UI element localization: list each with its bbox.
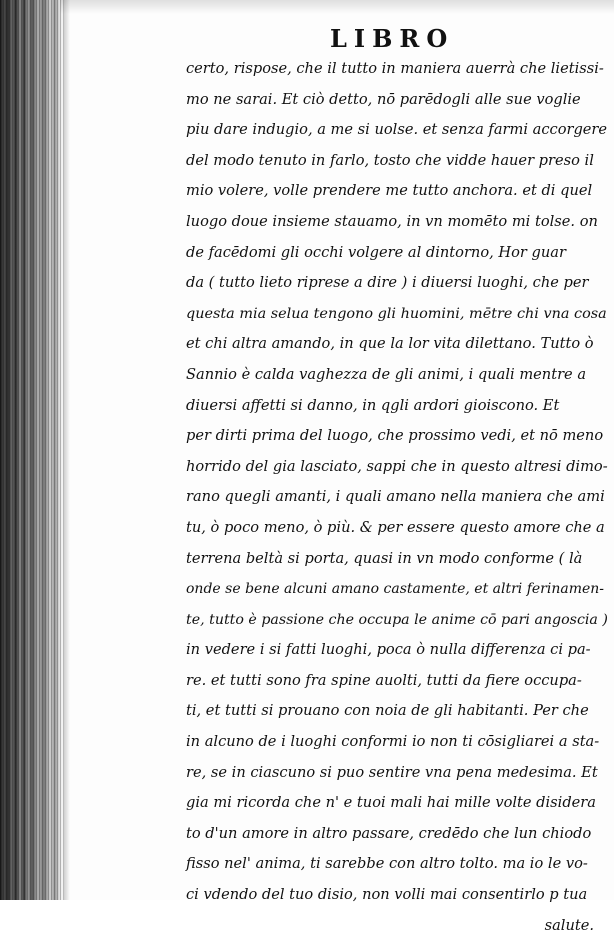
text-line: to d'un amore in altro passare, credēdo che lun chiodo <box>186 824 592 842</box>
text-line: luogo doue insieme stauamo, in vn momēto mi tolse. on <box>186 212 598 230</box>
text-line: del modo tenuto in farlo, tosto che vidde hauer preso il <box>186 151 594 169</box>
text-line: tu, ò poco meno, ò più. & per essere questo amore che a <box>186 518 605 536</box>
text-line: re. et tutti sono fra spine auolti, tutti da fiere occupa- <box>186 671 582 689</box>
text-line: fisso nel' anima, ti sarebbe con altro tolto. ma io le vo- <box>186 855 588 873</box>
top-shadow <box>60 0 614 14</box>
text-line: mo ne sarai. Et ciò detto, nō parēdogli alle sue voglie <box>186 90 581 108</box>
text-line: certo, risposе, che il tutto in maniera auerrà che lietissi- <box>186 60 604 77</box>
text-line: re, se in ciascuno si puo sentire vna pena medesima. Et <box>186 763 598 781</box>
text-line: questa mia selua tengono gli huomini, mētre chi vna cosa <box>186 305 607 322</box>
text-line: da ( tutto lieto riprese a dire ) i diuersi luoghi, che per <box>186 274 589 292</box>
text-line: horrido del gia lasciato, sappi che in questo altresi dimo- <box>186 457 608 475</box>
text-line: rano quegli amanti, i quali amano nella maniera che ami <box>186 488 605 506</box>
text-line: ci vdendo del tuo disio, non volli mai consentirlo p tua <box>186 886 588 904</box>
catchword: salute. <box>544 916 594 934</box>
text-line: onde se bene alcuni amano castamente, et altri ferinamen- <box>186 581 605 598</box>
text-line: gia mi ricorda che n' e tuoi mali hai mille volte disidera <box>186 794 596 812</box>
text-line: in alcuno de i luoghi conformi io non ti cōsigliarei a sta- <box>186 733 600 751</box>
text-line: Sannio è calda vaghezza de gli animi, i quali mentre a <box>186 365 587 383</box>
running-title: LIBRO <box>330 24 455 53</box>
text-line: diuersi affetti si danno, in qgli ardori gioiscono. Et <box>186 396 560 414</box>
text-line: ti, et tutti si prouano con noia de gli habitanti. Per che <box>186 702 589 720</box>
text-line: per dirti prima del luogo, che prossimo vedi, et nō meno <box>186 427 604 445</box>
text-line: mio volere, volle prendere me tutto anchora. et di quel <box>186 182 593 200</box>
page-edges <box>0 0 64 900</box>
body-text <box>186 54 608 941</box>
gutter-shadow <box>64 0 70 900</box>
text-line: et chi altra amando, in que la lor vita dilettano. Tutto ò <box>186 335 594 353</box>
text-line: terrena beltà si porta, quasi in vn modo conforme ( là <box>186 549 583 567</box>
text-line: in vedere i si fatti luoghi, poca ò nulla differenza ci pa- <box>186 641 591 659</box>
text-line: te, tutto è passione che occupa le anime cō pari angoscia ) <box>186 611 608 628</box>
text-line: piu dare indugio, a me si uolse. et senza farmi accorgere <box>186 121 608 139</box>
text-line: de facēdomi gli occhi volgere al dintorno, Hor guar <box>186 243 566 261</box>
